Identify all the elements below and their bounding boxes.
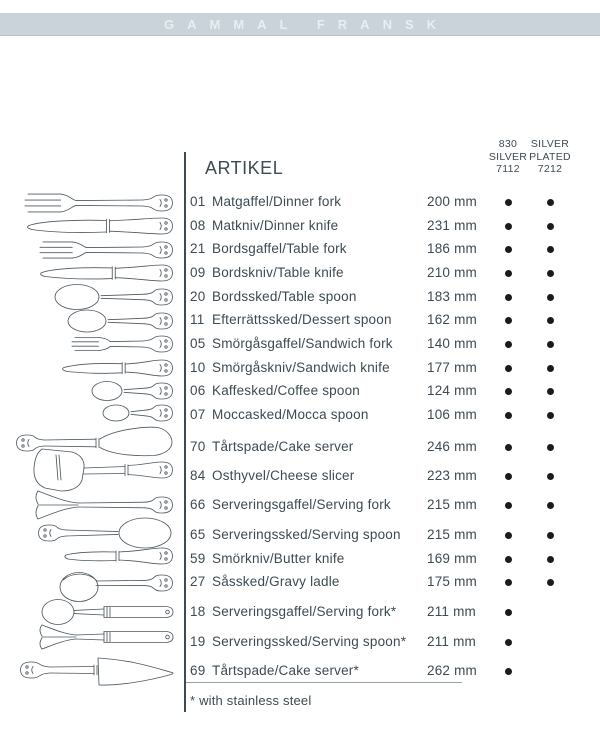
table-fork-illustration [40,242,173,258]
article-name: Bordssked/Table spoon [212,289,357,304]
serving-fork-steel-illustration [40,625,173,649]
table-row [184,570,596,594]
availability-830-silver [501,493,515,517]
table-row [184,493,596,517]
availability-silver-plated [543,547,557,571]
article-size: 183 mm [427,289,477,304]
article-name: Serveringssked/Serving spoon* [212,634,407,649]
availability-silver-plated [543,523,557,547]
article-name: Tårtspade/Cake server* [212,663,359,678]
dot-830-silver [505,341,512,348]
availability-silver-plated [543,630,557,654]
article-name: Såssked/Gravy ladle [212,574,340,589]
dot-silver-plated [547,365,554,372]
article-name: Smörgåsgaffel/Sandwich fork [212,336,393,351]
serving-spoon-illustration [38,518,171,548]
dot-830-silver [505,639,512,646]
article-name: Efterrättssked/Dessert spoon [212,312,392,327]
article-size: 186 mm [427,241,477,256]
footnote-separator [186,682,462,683]
availability-silver-plated [543,356,557,380]
article-size: 262 mm [427,663,477,678]
article-name: Kaffesked/Coffee spoon [212,383,361,398]
dot-830-silver [505,579,512,586]
availability-silver-plated [543,214,557,238]
article-size: 215 mm [427,497,477,512]
availability-830-silver [501,237,515,261]
article-number: 05 [190,336,206,351]
availability-silver-plated [543,403,557,427]
article-size: 223 mm [427,468,477,483]
availability-830-silver [501,659,515,683]
dot-silver-plated [547,579,554,586]
article-size: 215 mm [427,527,477,542]
dot-silver-plated [547,223,554,230]
table-row [184,547,596,571]
article-name: Osthyvel/Cheese slicer [212,468,355,483]
table-spoon-illustration [55,285,173,310]
dessert-spoon-illustration [68,310,173,332]
availability-830-silver [501,570,515,594]
article-number: 19 [190,634,206,649]
dot-830-silver [505,556,512,563]
dot-silver-plated [547,412,554,419]
dot-830-silver [505,502,512,509]
table-row [184,435,596,459]
article-number: 10 [190,360,206,375]
availability-silver-plated [543,570,557,594]
article-number: 65 [190,527,206,542]
availability-830-silver [501,600,515,624]
availability-830-silver [501,523,515,547]
dot-silver-plated [547,556,554,563]
col-plated-line2: PLATED [529,150,571,163]
availability-silver-plated [543,237,557,261]
availability-silver-plated [543,285,557,309]
dot-silver-plated [547,388,554,395]
article-number: 08 [190,218,206,233]
availability-830-silver [501,356,515,380]
coffee-spoon-illustration [92,382,173,401]
availability-830-silver [501,547,515,571]
article-size: 140 mm [427,336,477,351]
dot-830-silver [505,365,512,372]
series-title: GAMMAL FRANSK [163,16,450,32]
dot-830-silver [505,199,512,206]
article-number: 06 [190,383,206,398]
availability-silver-plated [543,435,557,459]
table-row [184,659,596,683]
dot-830-silver [505,609,512,616]
availability-silver-plated [543,379,557,403]
article-size: 200 mm [427,194,477,209]
col-plated-line3: 7212 [537,163,563,175]
dot-830-silver [505,223,512,230]
dot-silver-plated [547,473,554,480]
cake-server-steel-illustration [20,658,173,685]
footnote: * with stainless steel [190,693,312,708]
table-row [184,523,596,547]
dot-830-silver [505,532,512,539]
dot-830-silver [505,246,512,253]
article-number: 59 [190,551,206,566]
availability-silver-plated [543,493,557,517]
article-name: Tårtspade/Cake server [212,439,354,454]
dinner-knife-illustration [28,218,173,234]
availability-830-silver [501,285,515,309]
dot-silver-plated [547,502,554,509]
table-row [184,332,596,356]
artikel-column-header: ARTIKEL [205,158,284,178]
article-number: 70 [190,439,206,454]
article-size: 106 mm [427,407,477,422]
table-row [184,403,596,427]
dot-silver-plated [547,246,554,253]
col-830-line1: 830 [498,138,518,150]
col-830-line2: SILVER [488,150,528,163]
availability-830-silver [501,630,515,654]
gravy-ladle-illustration [60,573,173,602]
article-number: 21 [190,241,206,256]
article-number: 27 [190,574,206,589]
col-plated-line1: SILVER [530,138,570,150]
dot-silver-plated [547,199,554,206]
availability-830-silver [501,332,515,356]
availability-silver-plated [543,308,557,332]
availability-silver-plated [543,464,557,488]
article-size: 124 mm [427,383,477,398]
dot-silver-plated [547,532,554,539]
article-number: 01 [190,194,206,209]
table-row [184,237,596,261]
article-size: 169 mm [427,551,477,566]
article-name: Matkniv/Dinner knife [212,218,339,233]
availability-830-silver [501,308,515,332]
availability-silver-plated [543,332,557,356]
article-number: 66 [190,497,206,512]
article-size: 246 mm [427,439,477,454]
article-name: Bordskniv/Table knife [212,265,344,280]
table-row [184,600,596,624]
dot-830-silver [505,270,512,277]
article-number: 20 [190,289,206,304]
dot-silver-plated [547,294,554,301]
availability-830-silver [501,190,515,214]
dot-830-silver [505,444,512,451]
article-name: Serveringsgaffel/Serving fork* [212,604,397,619]
article-size: 162 mm [427,312,477,327]
col-830-line3: 7112 [496,163,520,175]
butter-knife-illustration [65,548,173,564]
sandwich-fork-illustration [72,336,173,352]
dinner-fork-illustration [25,194,173,212]
article-size: 231 mm [427,218,477,233]
article-size: 175 mm [427,574,477,589]
article-number: 07 [190,407,206,422]
article-number: 09 [190,265,206,280]
article-name: Moccasked/Mocca spoon [212,407,369,422]
table-row [184,261,596,285]
availability-silver-plated [543,190,557,214]
dot-830-silver [505,294,512,301]
cutlery-illustrations [0,0,186,756]
table-row [184,308,596,332]
article-size: 211 mm [427,634,476,649]
article-number: 11 [190,312,205,327]
dot-silver-plated [547,444,554,451]
article-name: Serveringsgaffel/Serving fork [212,497,391,512]
availability-830-silver [501,261,515,285]
table-knife-illustration [41,265,173,281]
article-name: Smörgåskniv/Sandwich knife [212,360,390,375]
column-header-silver-plated [522,138,578,176]
availability-830-silver [501,403,515,427]
availability-silver-plated [543,261,557,285]
article-size: 177 mm [427,360,477,375]
table-row [184,630,596,654]
availability-silver-plated [543,600,557,624]
availability-830-silver [501,464,515,488]
table-row [184,356,596,380]
dot-830-silver [505,668,512,675]
table-row [184,379,596,403]
article-name: Serveringssked/Serving spoon [212,527,401,542]
article-number: 69 [190,663,206,678]
article-size: 211 mm [427,604,476,619]
dot-silver-plated [547,341,554,348]
article-number: 84 [190,468,206,483]
mocca-spoon-illustration [103,405,173,421]
article-name: Smörkniv/Butter knife [212,551,345,566]
availability-silver-plated [543,659,557,683]
availability-830-silver [501,435,515,459]
article-number: 18 [190,604,206,619]
dot-830-silver [505,412,512,419]
article-size: 210 mm [427,265,477,280]
dot-830-silver [505,473,512,480]
table-row [184,285,596,309]
dot-silver-plated [547,317,554,324]
table-row [184,214,596,238]
serving-spoon-steel-illustration [42,600,173,625]
availability-830-silver [501,214,515,238]
availability-830-silver [501,379,515,403]
dot-830-silver [505,317,512,324]
dot-silver-plated [547,270,554,277]
article-name: Bordsgaffel/Table fork [212,241,347,256]
sandwich-knife-illustration [63,360,173,376]
table-row [184,190,596,214]
dot-830-silver [505,388,512,395]
serving-fork-illustration [36,491,173,519]
article-name: Matgaffel/Dinner fork [212,194,342,209]
table-row [184,464,596,488]
